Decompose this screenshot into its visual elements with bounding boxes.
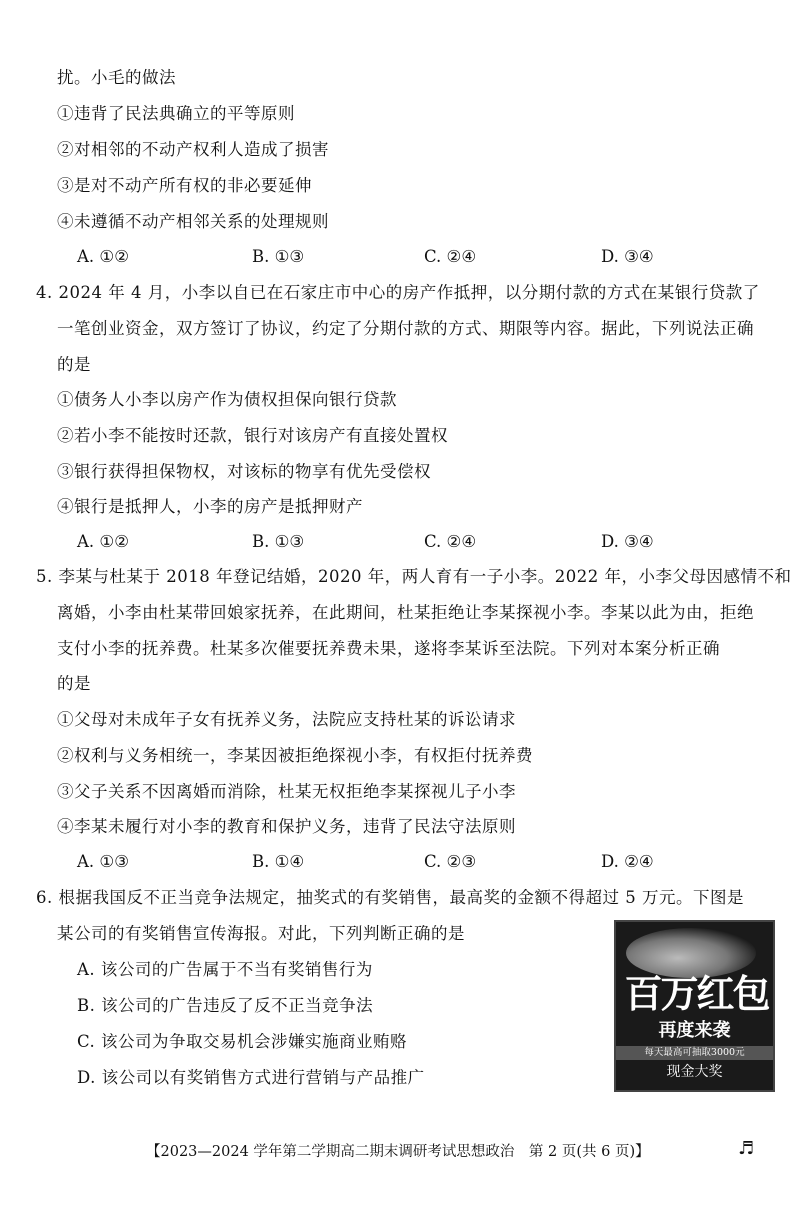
q3-stem-tail: 扰。小毛的做法 (57, 68, 176, 87)
q3-item-2: ②对相邻的不动产权利人造成了损害 (57, 140, 329, 159)
q3-option-c: C. ②④ (424, 247, 477, 266)
q5-item-1: ①父母对未成年子女有抚养义务，法院应支持杜某的诉讼请求 (57, 710, 516, 729)
q5-option-a: A. ①③ (77, 852, 129, 871)
q6-choice-d: D. 该公司以有奖销售方式进行营销与产品推广 (77, 1068, 425, 1087)
q4-stem-line-1: 4. 2024 年 4 月，小李以自已在石家庄市中心的房产作抵押，以分期付款的方式在某银行贷款了 (36, 283, 760, 302)
q3-option-a: A. ①② (77, 247, 129, 266)
poster-cash-text: 现金大奖 (666, 1064, 723, 1080)
poster-small-text: 每天最高可抽取3000元 (616, 1046, 773, 1060)
q5-stem-line-3: 支付小李的抚养费。杜某多次催要抚养费未果，遂将李某诉至法院。下列对本案分析正确 (57, 639, 720, 658)
q4-item-2: ②若小李不能按时还款，银行对该房产有直接处置权 (57, 426, 448, 445)
page-footer: 【2023—2024 学年第二学期高二期末调研考试思想政治 第 2 页(共 6 页)】 (146, 1144, 650, 1160)
q3-option-b: B. ①③ (252, 247, 305, 266)
q5-item-3: ③父子关系不因离婚而消除，杜某无权拒绝李某探视儿子小李 (57, 782, 516, 801)
q6-choice-c: C. 该公司为争取交易机会涉嫌实施商业贿赂 (77, 1032, 408, 1051)
q4-options (77, 532, 677, 554)
q4-item-1: ①债务人小李以房产作为债权担保向银行贷款 (57, 390, 397, 409)
q3-options (77, 247, 677, 269)
poster-title: 百万红包 (624, 971, 769, 1016)
q4-item-3: ③银行获得担保物权，对该标的物享有优先受偿权 (57, 462, 431, 481)
q6-choice-a: A. 该公司的广告属于不当有奖销售行为 (77, 960, 373, 979)
q5-option-b: B. ①④ (252, 852, 305, 871)
q3-item-1: ①违背了民法典确立的平等原则 (57, 104, 295, 123)
promo-poster-image (614, 920, 775, 1092)
q3-item-3: ③是对不动产所有权的非必要延伸 (57, 176, 312, 195)
q5-stem-line-1: 5. 李某与杜某于 2018 年登记结婚，2020 年，两人育有一子小李。2022 年，小李父母因感情不和 (36, 567, 792, 586)
q5-stem-line-2: 离婚，小李由杜某带回娘家抚养，在此期间，杜某拒绝让李某探视小李。李某以此为由，拒绝 (57, 603, 754, 622)
q4-item-4: ④银行是抵押人，小李的房产是抵押财产 (57, 497, 363, 516)
poster-subtitle: 再度来袭 (658, 1020, 731, 1041)
q4-option-b: B. ①③ (252, 532, 305, 551)
q5-option-d: D. ②④ (601, 852, 654, 871)
q4-stem-line-2: 一笔创业资金，双方签订了协议，约定了分期付款的方式、期限等内容。据此，下列说法正确 (57, 319, 754, 338)
q4-option-d: D. ③④ (601, 532, 654, 551)
music-note-icon: ♬ (738, 1138, 755, 1159)
q3-item-4: ④未遵循不动产相邻关系的处理规则 (57, 212, 329, 231)
q6-stem-line-2: 某公司的有奖销售宣传海报。对此，下列判断正确的是 (57, 924, 465, 943)
q4-option-c: C. ②④ (424, 532, 477, 551)
q4-stem-line-3: 的是 (57, 355, 91, 374)
q3-option-d: D. ③④ (601, 247, 654, 266)
q5-item-2: ②权利与义务相统一，李某因被拒绝探视小李，有权拒付抚养费 (57, 746, 533, 765)
q5-stem-line-4: 的是 (57, 674, 91, 693)
q5-option-c: C. ②③ (424, 852, 477, 871)
q6-choice-b: B. 该公司的广告违反了反不正当竞争法 (77, 996, 374, 1015)
q5-item-4: ④李某未履行对小李的教育和保护义务，违背了民法守法原则 (57, 817, 516, 836)
q4-option-a: A. ①② (77, 532, 129, 551)
q5-options (77, 852, 677, 874)
q6-stem-line-1: 6. 根据我国反不正当竞争法规定，抽奖式的有奖销售，最高奖的金额不得超过 5 万元。下图是 (36, 888, 744, 907)
